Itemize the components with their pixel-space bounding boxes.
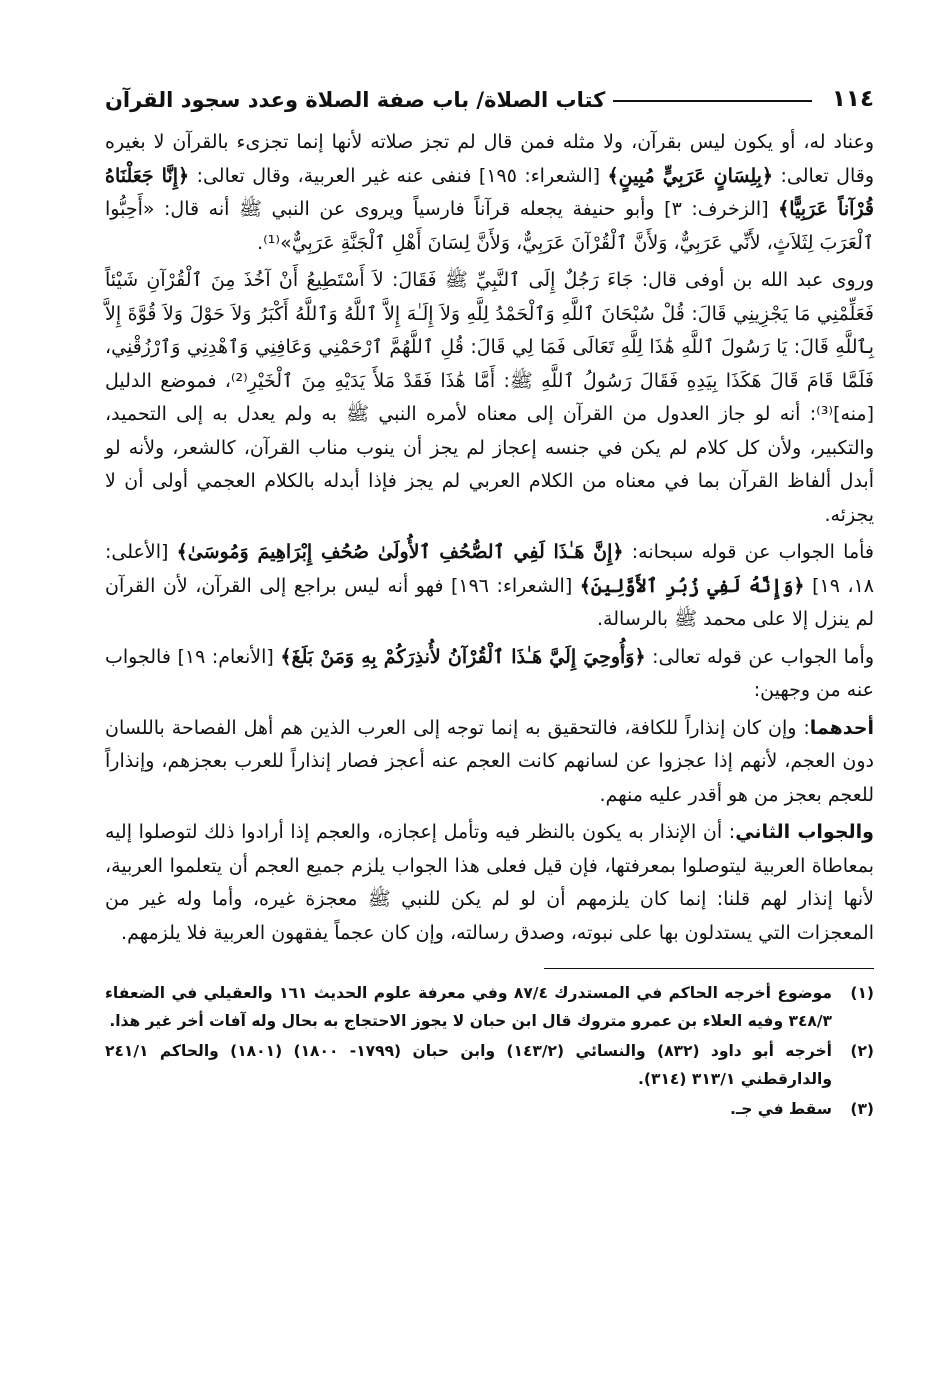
footnote: [105, 1037, 874, 1093]
text-run: وأما الجواب عن قوله تعالى:: [645, 645, 875, 668]
paragraph: [105, 816, 874, 950]
footnotes: [105, 979, 874, 1123]
text-run: [الزخرف: ٣] وأبو حنيفة يجعله قرآناً فارسياً ويروى عن النبي ﷺ أنه قال: «أَحِبُّوا ٱلْعَرَبَ لِثَلاَثٍ، لأَنِّي عَرَبِيٌّ، وَلأَنَّ ٱلْقُرْآنَ عَرَبِيٌّ، وَلأَنَّ لِسَانَ أَهْلِ ٱلْجَنَّةِ عَرَبِيٌّ»⁽¹⁾.: [105, 198, 874, 254]
footnote-number: (٢): [850, 1042, 874, 1060]
quran-verse: ﴿إِنَّ هَـٰذَا لَفِي ٱلصُّحُفِ ٱلأُولَىٰ صُحُفِ إِبْرَاهِيمَ وَمُوسَىٰ﴾: [176, 541, 624, 563]
paragraph: [105, 264, 874, 532]
main-text: [105, 126, 874, 950]
paragraph: [105, 536, 874, 637]
footnote: [105, 1095, 874, 1123]
quran-verse: ﴿بِلِسَانٍ عَرَبِيٍّ مُبِينٍ﴾: [607, 164, 774, 187]
text-run: [الشعراء: ١٩٥] فنفى عنه غير العربية، وقال تعالى:: [189, 164, 608, 187]
text-run: وروى عبد الله بن أوفى قال: جَاءَ رَجُلٌ إِلَى ٱلنَّبِيِّ ﷺ فَقَالَ: لاَ أَسْتَطِيعُ أَنْ آخُذَ مِنَ ٱلْقُرْآنِ شَيْئاً فَعَلِّمْنِي مَا يَجْزِينِي قَالَ: قُلْ سُبْحَانَ ٱللَّهِ وَٱلْحَمْدُ لِلَّهِ وَلاَ إِلَـٰهَ إِلاَّ ٱللَّهُ وَٱللَّهُ أَكْبَرُ وَلاَ حَوْلَ وَلاَ قُوَّةَ إِلاَّ بِٱللَّهِ قَالَ: يَا رَسُولَ ٱللَّهِ هَٰذَا لِلَّهِ تَعَالَى فَمَا لِي قَالَ: قُلِ ٱللَّهُمَّ ٱرْحَمْنِي وَعَافِنِي وَٱهْدِنِي وَٱرْزُقْنِي، فَلَمَّا قَامَ قَالَ هَكَذَا بِيَدِهِ فَقَالَ رَسُولُ ٱللَّهِ ﷺ: أَمَّا هَٰذَا فَقَدْ مَلأَ يَدَيْهِ مِنَ ٱلْخَيْرِ⁽²⁾، فموضع الدليل [منه]⁽³⁾: أنه لو جاز العدول من القرآن إلى معناه لأمره النبي ﷺ به ولم يعدل به إلى التحميد، والتكبير، ولأن كل كلام لم يكن في جنسه إعجاز لم يجز أن ينوب مناب القرآن، كالشعر، ولأنه لو أبدل ألفاظ القرآن بما في معناه من الكلام العربي لم يجز فإذا أبدله بالكلام العجمي أولى أن لا يجزئه.: [105, 269, 874, 526]
footnote-number: (١): [850, 984, 874, 1002]
footnote-text: موضوع أخرجه الحاكم في المستدرك ٨٧/٤ وفي معرفة علوم الحديث ١٦١ والعقيلي في الضعفاء ٣٤٨/٣ وفيه العلاء بن عمرو متروك قال ابن حبان لا يجوز الاحتجاج به بحال وله آفات أخر غير هذا.: [105, 984, 832, 1030]
header-rule: [613, 100, 812, 102]
text-run: [الشعراء: ١٩٦] فهو أنه ليس براجع إلى القرآن، لأن القرآن لم ينزل إلا على محمد ﷺ بالرسالة.: [105, 574, 874, 630]
quran-verse: ﴿وَإِنَّهُ لَفِي زُبُرِ ٱلأَوَّلِينَ﴾: [579, 574, 805, 597]
answer-label: والجواب الثاني: [735, 821, 874, 843]
text-run: : أن الإنذار به يكون بالنظر فيه وتأمل إعجازه، والعجم إذا أرادوا ذلك لتوصلوا إليه بمعاطاة العربية ليتوصلوا بمعرفتها، فإن قيل فعلى هذا الجواب يلزم جميع العجم أن يتعلموا العربية، لأنها إنذار لهم قلنا: إنما كان يلزمهم أن لو لم يكن للنبي ﷺ معجزة غيره، وأما وله غير من المعجزات التي يستدلون بها على نبوته، وصدق رسالته، وإن كان عجماً يفقهون العربية فلا يلزمهم.: [105, 821, 874, 944]
footnote: [105, 979, 874, 1035]
paragraph: [105, 712, 874, 813]
footnote-text: سقط في جـ.: [730, 1100, 832, 1118]
book-page: [105, 72, 874, 1335]
page-header: [105, 72, 874, 112]
page-number: ١١٤: [831, 86, 874, 112]
text-run: فأما الجواب عن قوله سبحانه:: [623, 541, 874, 563]
text-run: : وإن كان إنذاراً للكافة، فالتحقيق به إنما توجه إلى العرب الذين هم أهل الفصاحة باللسان دون العجم، لأنهم إذا عجزوا عن لسانهم كانت العجم عنه أعجز فصار إنذاراً للعرب بعجزهم، وإنذاراً للعجم بعجز من هو أقدر عليه منهم.: [105, 716, 874, 806]
footnote-number: (٣): [850, 1100, 874, 1118]
footnote-separator: [544, 968, 874, 969]
quran-verse: ﴿إِنَّا جَعَلْنَاهُ قُرْآناً عَرَبِيًّا﴾: [105, 164, 874, 220]
footnote-text: أخرجه أبو داود (٨٣٢) والنسائي (١٤٣/٢) وابن حبان (١٧٩٩- ١٨٠٠) (١٨٠١) والحاكم ٢٤١/١ والدارقطني ٣١٣/١ (٣١٤).: [105, 1042, 832, 1088]
paragraph: [105, 126, 874, 260]
text-run: [الأنعام: ١٩] فالجواب عنه من وجهين:: [105, 645, 874, 701]
quran-verse: ﴿وَأُوحِيَ إِلَيَّ هَـٰذَا ٱلْقُرْآنُ لأُنذِرَكُمْ بِهِ وَمَنْ بَلَغَ﴾: [280, 645, 646, 668]
text-run: وعناد له، أو يكون ليس بقرآن، ولا مثله فمن قال لم تجز صلاته لأنها إنما تجزىء بالقرآن لا بغيره وقال تعالى:: [105, 131, 874, 187]
paragraph: [105, 641, 874, 708]
answer-label: أحدهما: [809, 716, 874, 739]
running-title: كتاب الصلاة/ باب صفة الصلاة وعدد سجود القرآن: [105, 88, 606, 112]
text-run: [الأعلى: ١٨، ١٩]: [105, 541, 874, 597]
